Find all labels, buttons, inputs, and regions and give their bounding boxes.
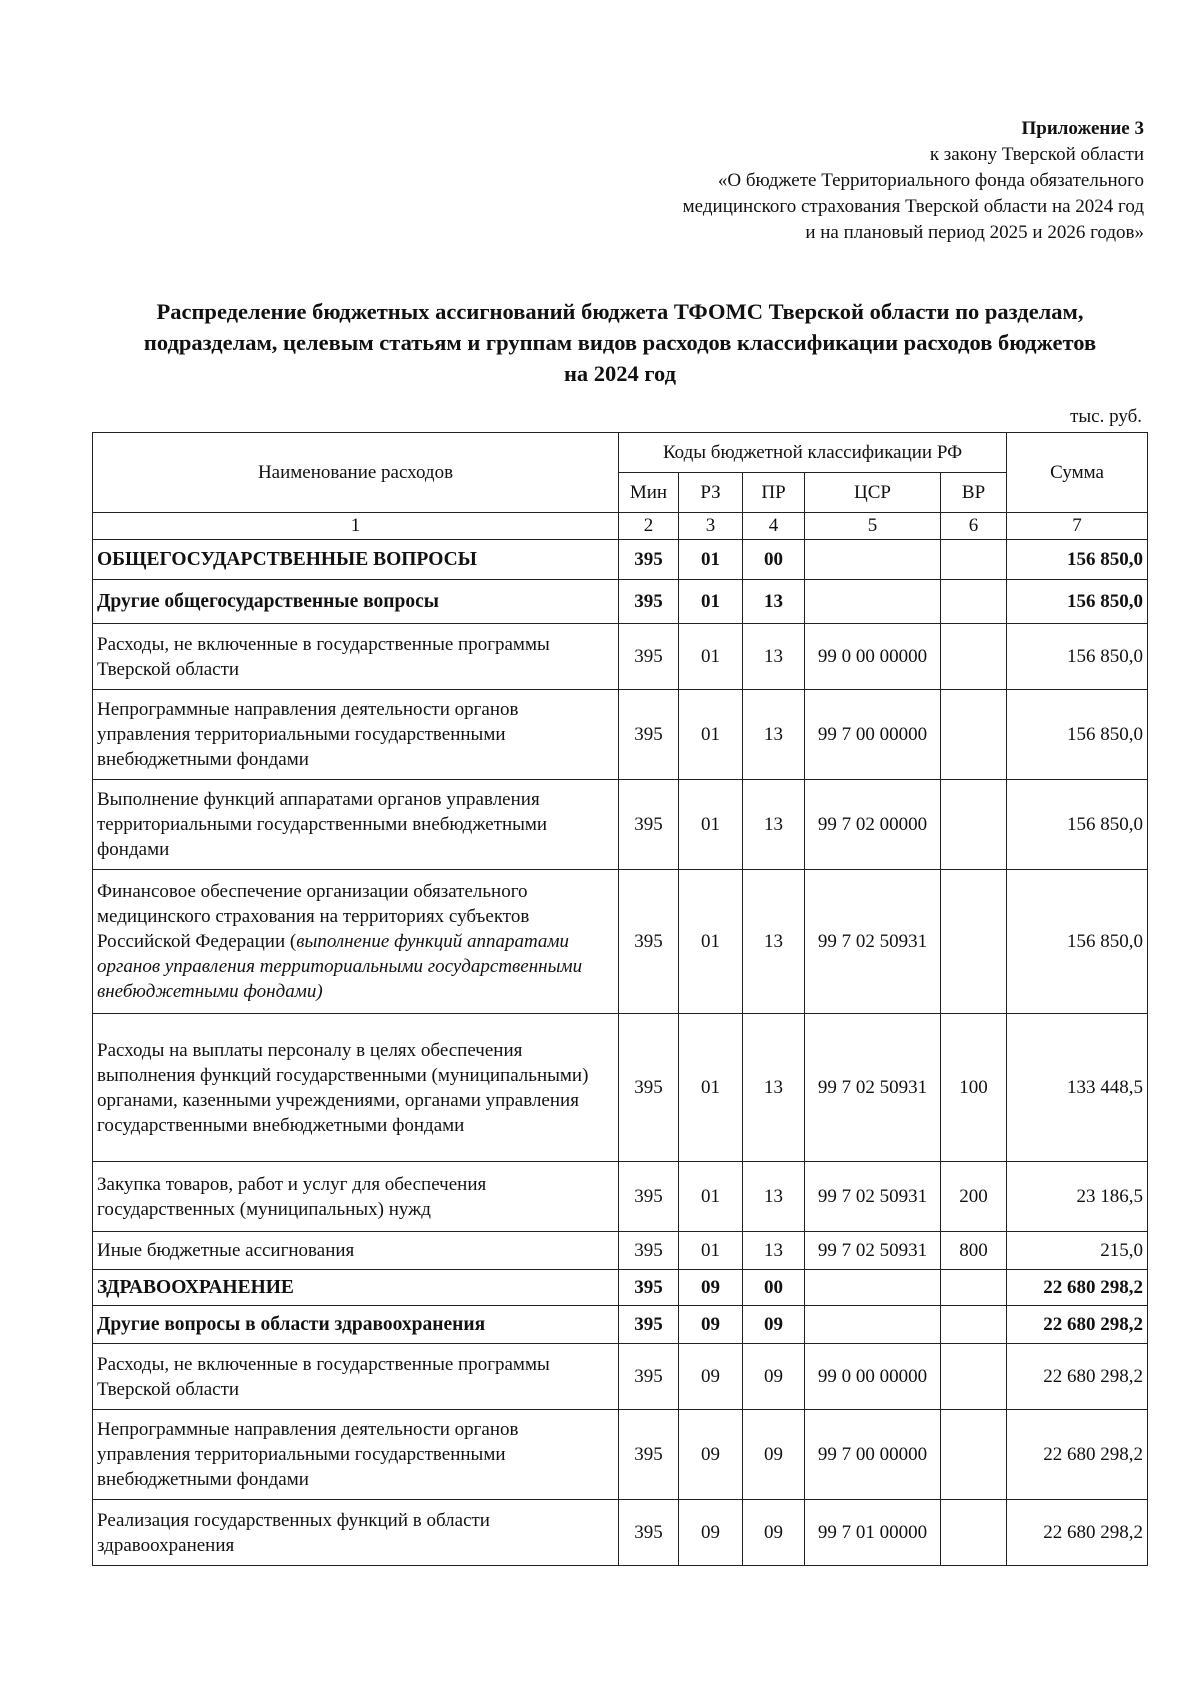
row-vr	[941, 1410, 1007, 1500]
row-name: Непрограммные направления деятельности органов управления территориальными государственными внебюджетными фондами	[93, 1410, 619, 1500]
column-number: 2	[619, 513, 679, 540]
row-pr: 09	[743, 1500, 805, 1566]
row-sum: 22 680 298,2	[1007, 1500, 1148, 1566]
table-row	[93, 870, 1148, 1014]
row-min: 395	[619, 870, 679, 1014]
row-rz: 09	[679, 1306, 743, 1344]
row-vr: 100	[941, 1014, 1007, 1162]
row-vr: 200	[941, 1162, 1007, 1232]
row-pr: 13	[743, 1014, 805, 1162]
row-rz: 09	[679, 1270, 743, 1306]
table-row	[93, 1344, 1148, 1410]
row-pr: 13	[743, 624, 805, 690]
units-label: тыс. руб.	[1070, 406, 1142, 427]
row-name: Выполнение функций аппаратами органов управления территориальными государственными внебюджетными фондами	[93, 780, 619, 870]
column-number: 4	[743, 513, 805, 540]
table-row	[93, 1270, 1148, 1306]
row-vr	[941, 870, 1007, 1014]
table-row	[93, 540, 1148, 580]
row-name: Другие вопросы в области здравоохранения	[93, 1306, 619, 1344]
annex-line-1: к закону Тверской области	[929, 144, 1144, 165]
table-row	[93, 1500, 1148, 1566]
row-vr	[941, 580, 1007, 624]
table-row	[93, 1410, 1148, 1500]
row-name: Иные бюджетные ассигнования	[93, 1232, 619, 1270]
row-pr: 13	[743, 780, 805, 870]
row-sum: 156 850,0	[1007, 690, 1148, 780]
row-sum: 156 850,0	[1007, 870, 1148, 1014]
row-vr: 800	[941, 1232, 1007, 1270]
header-rz: РЗ	[679, 473, 743, 513]
row-sum: 22 680 298,2	[1007, 1306, 1148, 1344]
annex-line-2: «О бюджете Территориального фонда обязательного	[717, 170, 1144, 191]
row-csr	[805, 1306, 941, 1344]
row-vr	[941, 780, 1007, 870]
row-csr: 99 7 02 50931	[805, 1232, 941, 1270]
row-sum: 156 850,0	[1007, 780, 1148, 870]
row-min: 395	[619, 690, 679, 780]
row-name: Непрограммные направления деятельности органов управления территориальными государственными внебюджетными фондами	[93, 690, 619, 780]
row-csr: 99 7 02 50931	[805, 870, 941, 1014]
row-rz: 09	[679, 1410, 743, 1500]
row-min: 395	[619, 1306, 679, 1344]
row-pr: 09	[743, 1344, 805, 1410]
table-row	[93, 780, 1148, 870]
column-number: 3	[679, 513, 743, 540]
document-title	[90, 296, 1150, 389]
row-csr: 99 7 00 00000	[805, 1410, 941, 1500]
row-pr: 13	[743, 1232, 805, 1270]
header-vr: ВР	[941, 473, 1007, 513]
row-name: Другие общегосударственные вопросы	[93, 580, 619, 624]
row-sum: 215,0	[1007, 1232, 1148, 1270]
column-number-row	[93, 513, 1148, 540]
row-sum: 156 850,0	[1007, 580, 1148, 624]
row-min: 395	[619, 1162, 679, 1232]
row-rz: 01	[679, 780, 743, 870]
row-vr	[941, 540, 1007, 580]
annex-title: Приложение 3	[1021, 118, 1144, 139]
row-sum: 156 850,0	[1007, 624, 1148, 690]
row-name: Расходы на выплаты персоналу в целях обеспечения выполнения функций государственными (муниципальными) органами, казенными учреждениями, органами управления государственными внебюджетными фондами	[93, 1014, 619, 1162]
annex-line-3: медицинского страхования Тверской области на 2024 год	[682, 196, 1144, 217]
row-sum: 23 186,5	[1007, 1162, 1148, 1232]
row-min: 395	[619, 1500, 679, 1566]
row-name: Расходы, не включенные в государственные программы Тверской области	[93, 1344, 619, 1410]
row-min: 395	[619, 580, 679, 624]
title-line-2: подразделам, целевым статьям и группам видов расходов классификации расходов бюджетов	[143, 330, 1097, 355]
row-name: ОБЩЕГОСУДАРСТВЕННЫЕ ВОПРОСЫ	[93, 540, 619, 580]
row-csr: 99 7 01 00000	[805, 1500, 941, 1566]
row-rz: 01	[679, 580, 743, 624]
row-pr: 13	[743, 1162, 805, 1232]
row-csr	[805, 1270, 941, 1306]
column-number: 5	[805, 513, 941, 540]
annex-header	[683, 116, 1144, 246]
row-sum: 22 680 298,2	[1007, 1270, 1148, 1306]
row-csr	[805, 580, 941, 624]
table-row	[93, 580, 1148, 624]
column-number: 6	[941, 513, 1007, 540]
table-row	[93, 624, 1148, 690]
row-sum: 156 850,0	[1007, 540, 1148, 580]
row-min: 395	[619, 540, 679, 580]
row-name: Закупка товаров, работ и услуг для обеспечения государственных (муниципальных) нужд	[93, 1162, 619, 1232]
row-min: 395	[619, 1270, 679, 1306]
row-vr	[941, 624, 1007, 690]
row-rz: 01	[679, 870, 743, 1014]
row-csr	[805, 540, 941, 580]
row-vr	[941, 690, 1007, 780]
table-row	[93, 1232, 1148, 1270]
row-min: 395	[619, 1232, 679, 1270]
header-sum: Сумма	[1007, 433, 1148, 513]
header-min: Мин	[619, 473, 679, 513]
row-pr: 13	[743, 870, 805, 1014]
row-vr	[941, 1344, 1007, 1410]
row-rz: 01	[679, 540, 743, 580]
budget-table	[92, 432, 1148, 1566]
row-csr: 99 7 02 50931	[805, 1014, 941, 1162]
row-pr: 09	[743, 1306, 805, 1344]
row-pr: 00	[743, 1270, 805, 1306]
row-pr: 00	[743, 540, 805, 580]
row-sum: 133 448,5	[1007, 1014, 1148, 1162]
table-row	[93, 1306, 1148, 1344]
row-name: Расходы, не включенные в государственные программы Тверской области	[93, 624, 619, 690]
header-csr: ЦСР	[805, 473, 941, 513]
row-csr: 99 7 02 00000	[805, 780, 941, 870]
row-pr: 09	[743, 1410, 805, 1500]
row-min: 395	[619, 1014, 679, 1162]
header-codes-group: Коды бюджетной классификации РФ	[619, 433, 1007, 473]
row-name	[93, 870, 619, 1014]
row-pr: 13	[743, 580, 805, 624]
row-min: 395	[619, 1344, 679, 1410]
row-vr	[941, 1306, 1007, 1344]
row-vr	[941, 1270, 1007, 1306]
header-name: Наименование расходов	[93, 433, 619, 513]
table-row	[93, 1014, 1148, 1162]
row-sum: 22 680 298,2	[1007, 1344, 1148, 1410]
table-row	[93, 1162, 1148, 1232]
row-min: 395	[619, 780, 679, 870]
row-name-italic: выполнение функций аппаратами органов управления территориальными государственными внебюджетными фондами)	[97, 931, 583, 1002]
title-line-1: Распределение бюджетных ассигнований бюджета ТФОМС Тверской области по разделам,	[156, 299, 1084, 324]
annex-line-4: и на плановый период 2025 и 2026 годов»	[805, 222, 1144, 243]
row-min: 395	[619, 1410, 679, 1500]
row-csr: 99 7 02 50931	[805, 1162, 941, 1232]
row-rz: 01	[679, 1232, 743, 1270]
row-name: Реализация государственных функций в области здравоохранения	[93, 1500, 619, 1566]
row-sum: 22 680 298,2	[1007, 1410, 1148, 1500]
row-rz: 09	[679, 1500, 743, 1566]
row-rz: 01	[679, 1014, 743, 1162]
column-number: 7	[1007, 513, 1148, 540]
row-rz: 01	[679, 624, 743, 690]
row-name-regular: Финансовое обеспечение организации обязательного медицинского страхования на территориях субъектов Российской Федерации (	[97, 881, 530, 952]
table-row	[93, 690, 1148, 780]
title-line-3: на 2024 год	[563, 361, 677, 386]
row-csr: 99 0 00 00000	[805, 624, 941, 690]
header-pr: ПР	[743, 473, 805, 513]
row-csr: 99 7 00 00000	[805, 690, 941, 780]
row-rz: 09	[679, 1344, 743, 1410]
row-pr: 13	[743, 690, 805, 780]
column-number: 1	[93, 513, 619, 540]
row-name: ЗДРАВООХРАНЕНИЕ	[93, 1270, 619, 1306]
row-rz: 01	[679, 690, 743, 780]
row-min: 395	[619, 624, 679, 690]
row-rz: 01	[679, 1162, 743, 1232]
row-vr	[941, 1500, 1007, 1566]
row-csr: 99 0 00 00000	[805, 1344, 941, 1410]
